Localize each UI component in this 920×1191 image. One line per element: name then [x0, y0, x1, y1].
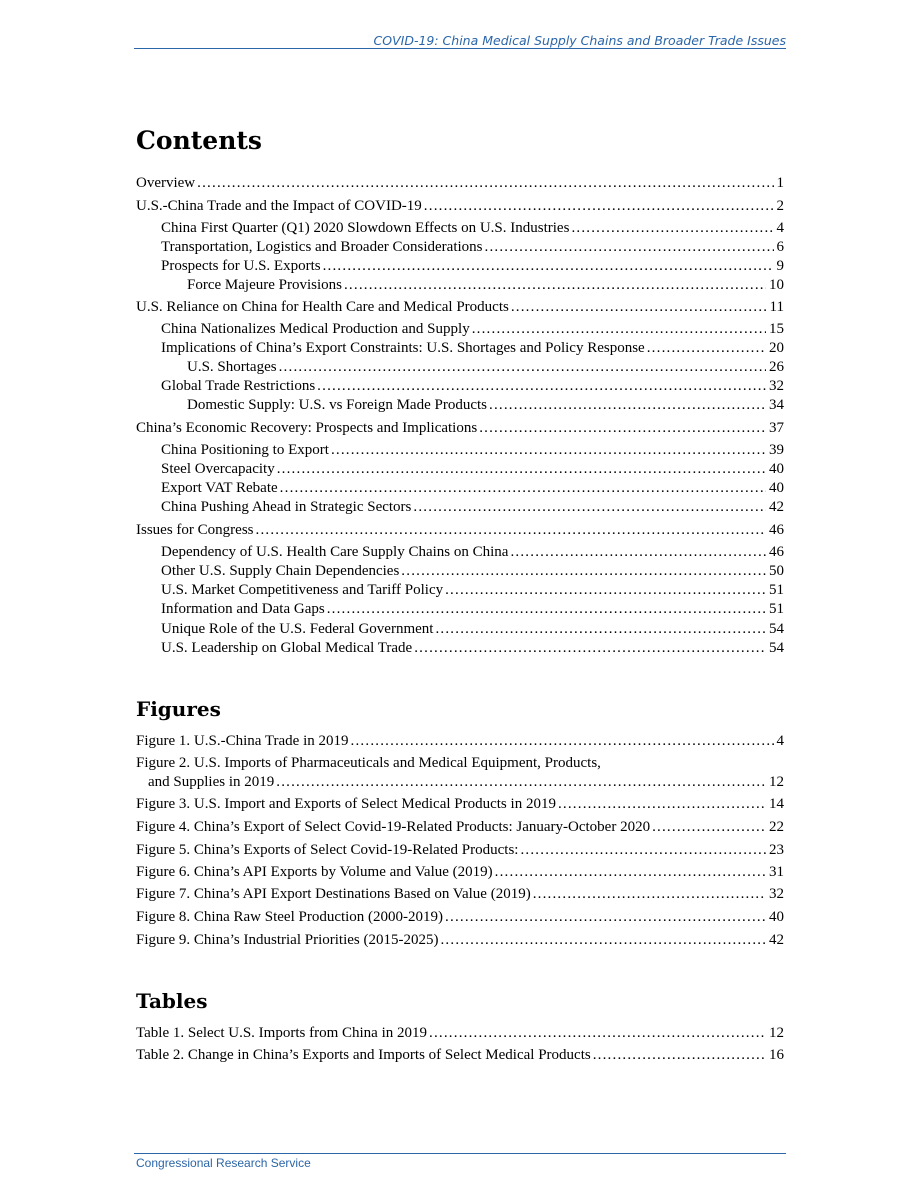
- dot-leader: [279, 358, 766, 377]
- toc-entry-title: Unique Role of the U.S. Federal Government: [161, 621, 434, 637]
- toc-entry-title: Export VAT Rebate: [161, 480, 278, 496]
- toc-entry[interactable]: [161, 639, 784, 658]
- figure-entry-page: 32: [769, 886, 784, 902]
- toc-entry[interactable]: [136, 174, 784, 193]
- toc-entry-page: 54: [769, 640, 784, 656]
- toc-entry-title: U.S.-China Trade and the Impact of COVID-19: [136, 198, 422, 214]
- dot-leader: [435, 620, 766, 639]
- figure-entry[interactable]: [136, 795, 784, 814]
- tables-heading: Tables: [136, 989, 208, 1013]
- toc-entry[interactable]: [187, 358, 784, 377]
- dot-leader: [414, 639, 766, 658]
- dot-leader: [647, 339, 766, 358]
- toc-entry-page: 46: [769, 544, 784, 560]
- toc-entry-page: 34: [769, 397, 784, 413]
- figure-entry-title: Figure 8. China Raw Steel Production (2000-2019): [136, 909, 444, 925]
- toc-entry-title: Other U.S. Supply Chain Dependencies: [161, 563, 400, 579]
- dot-leader: [429, 1024, 766, 1043]
- toc-entry-page: 42: [769, 499, 784, 515]
- toc-entry-page: 10: [769, 277, 784, 293]
- toc-entry-page: 40: [769, 480, 784, 496]
- dot-leader: [520, 841, 766, 860]
- figure-entry[interactable]: [136, 931, 784, 950]
- dot-leader: [510, 543, 766, 562]
- toc-entry[interactable]: [161, 498, 784, 517]
- toc-entry[interactable]: [161, 620, 784, 639]
- dot-leader: [401, 562, 766, 581]
- table-entry-title: Table 1. Select U.S. Imports from China in 2019: [136, 1025, 427, 1041]
- toc-entry[interactable]: [187, 396, 784, 415]
- toc-entry-title: China Nationalizes Medical Production and Supply: [161, 321, 470, 337]
- toc-entry-title: Domestic Supply: U.S. vs Foreign Made Products: [187, 397, 487, 413]
- toc-entry-title: Implications of China’s Export Constraints: U.S. Shortages and Policy Response: [161, 340, 645, 356]
- dot-leader: [197, 174, 773, 193]
- dot-leader: [424, 197, 774, 216]
- toc-entry[interactable]: [136, 419, 784, 438]
- toc-entry-title: U.S. Market Competitiveness and Tariff Policy: [161, 582, 444, 598]
- dot-leader: [593, 1046, 766, 1065]
- toc-entry[interactable]: [136, 197, 784, 216]
- figure-entry-page: 31: [769, 864, 784, 880]
- dot-leader: [495, 863, 766, 882]
- toc-entry[interactable]: [161, 320, 784, 339]
- toc-entry[interactable]: [161, 377, 784, 396]
- toc-entry-page: 1: [776, 175, 784, 191]
- dot-leader: [511, 298, 767, 317]
- toc-entry-title: Force Majeure Provisions: [187, 277, 342, 293]
- toc-entry[interactable]: [161, 600, 784, 619]
- table-entry-title: Table 2. Change in China’s Exports and Imports of Select Medical Products: [136, 1047, 591, 1063]
- toc-entry-title: China’s Economic Recovery: Prospects and Implications: [136, 420, 478, 436]
- contents-heading: Contents: [136, 126, 263, 155]
- figure-entry[interactable]: [136, 841, 784, 860]
- toc-entry[interactable]: [187, 276, 784, 295]
- figure-entry-title: Figure 5. China’s Exports of Select Covid-19-Related Products:: [136, 842, 519, 858]
- dot-leader: [344, 276, 766, 295]
- dot-leader: [479, 419, 766, 438]
- toc-entry-title: China First Quarter (Q1) 2020 Slowdown Effects on U.S. Industries: [161, 220, 570, 236]
- table-entry-page: 12: [769, 1025, 784, 1041]
- figure-entry[interactable]: [136, 885, 784, 904]
- dot-leader: [489, 396, 766, 415]
- toc-entry-page: 51: [769, 601, 784, 617]
- toc-entry-page: 51: [769, 582, 784, 598]
- dot-leader: [327, 600, 766, 619]
- footer-publisher: Congressional Research Service: [136, 1156, 311, 1170]
- toc-entry-page: 9: [776, 258, 784, 274]
- toc-entry-title: Issues for Congress: [136, 522, 254, 538]
- toc-entry-page: 32: [769, 378, 784, 394]
- dot-leader: [280, 479, 766, 498]
- dot-leader: [445, 908, 766, 927]
- figure-entry-title: Figure 6. China’s API Exports by Volume and Value (2019): [136, 864, 493, 880]
- dot-leader: [440, 931, 766, 950]
- toc-entry-page: 26: [769, 359, 784, 375]
- figure-entry-page: 40: [769, 909, 784, 925]
- toc-entry[interactable]: [161, 562, 784, 581]
- toc-entry[interactable]: [161, 479, 784, 498]
- figures-heading: Figures: [136, 697, 221, 721]
- toc-entry-page: 20: [769, 340, 784, 356]
- dot-leader: [331, 441, 766, 460]
- toc-entry-title: U.S. Reliance on China for Health Care and Medical Products: [136, 299, 509, 315]
- dot-leader: [277, 460, 766, 479]
- toc-entry[interactable]: [136, 298, 784, 317]
- toc-entry-title: Overview: [136, 175, 196, 191]
- dot-leader: [256, 521, 767, 540]
- figure-entry-page: 14: [769, 796, 784, 812]
- toc-entry[interactable]: [161, 460, 784, 479]
- toc-entry[interactable]: [161, 219, 784, 238]
- toc-entry-page: 46: [769, 522, 784, 538]
- toc-entry-title: Dependency of U.S. Health Care Supply Chains on China: [161, 544, 509, 560]
- footer-rule: [134, 1153, 786, 1154]
- toc-entry-title: Steel Overcapacity: [161, 461, 275, 477]
- toc-entry-page: 6: [776, 239, 784, 255]
- figure-entry-title[interactable]: Figure 2. U.S. Imports of Pharmaceuticals and Medical Equipment, Products,: [136, 755, 601, 771]
- toc-entry-page: 40: [769, 461, 784, 477]
- toc-entry-page: 54: [769, 621, 784, 637]
- table-entry[interactable]: [136, 1024, 784, 1043]
- figure-entry-title: Figure 3. U.S. Import and Exports of Select Medical Products in 2019: [136, 796, 556, 812]
- figure-entry-page: 12: [769, 774, 784, 790]
- toc-entry-page: 11: [769, 299, 784, 315]
- dot-leader: [445, 581, 766, 600]
- figure-entry-page: 4: [776, 733, 784, 749]
- toc-entry-title: Global Trade Restrictions: [161, 378, 316, 394]
- figure-entry-page: 42: [769, 932, 784, 948]
- figure-entry-title: Figure 9. China’s Industrial Priorities (2015-2025): [136, 932, 439, 948]
- toc-entry-page: 4: [776, 220, 784, 236]
- toc-entry[interactable]: [161, 581, 784, 600]
- toc-entry-title: China Pushing Ahead in Strategic Sectors: [161, 499, 412, 515]
- dot-leader: [317, 377, 766, 396]
- figure-entry[interactable]: [148, 773, 784, 792]
- dot-leader: [571, 219, 773, 238]
- toc-entry-title: Prospects for U.S. Exports: [161, 258, 321, 274]
- toc-entry-title: Transportation, Logistics and Broader Considerations: [161, 239, 483, 255]
- figure-entry[interactable]: [136, 818, 784, 837]
- figure-entry-title: Figure 7. China’s API Export Destinations Based on Value (2019): [136, 886, 531, 902]
- dot-leader: [652, 818, 766, 837]
- figure-entry[interactable]: [136, 732, 784, 751]
- toc-entry[interactable]: [161, 238, 784, 257]
- running-header: COVID-19: China Medical Supply Chains and Broader Trade Issues: [373, 33, 786, 48]
- toc-entry-title: China Positioning to Export: [161, 442, 329, 458]
- figure-entry[interactable]: [136, 863, 784, 882]
- figure-entry[interactable]: [136, 908, 784, 927]
- toc-entry-title: U.S. Leadership on Global Medical Trade: [161, 640, 413, 656]
- toc-entry-title: U.S. Shortages: [187, 359, 277, 375]
- toc-entry-page: 37: [769, 420, 784, 436]
- header-rule: [134, 48, 786, 49]
- toc-entry[interactable]: [161, 257, 784, 276]
- toc-entry[interactable]: [161, 543, 784, 562]
- toc-entry-page: 50: [769, 563, 784, 579]
- toc-entry[interactable]: [161, 339, 784, 358]
- toc-entry-title: Information and Data Gaps: [161, 601, 325, 617]
- dot-leader: [472, 320, 766, 339]
- toc-entry-page: 15: [769, 321, 784, 337]
- dot-leader: [485, 238, 774, 257]
- toc-entry[interactable]: [161, 441, 784, 460]
- figure-entry-page: 22: [769, 819, 784, 835]
- table-entry-page: 16: [769, 1047, 784, 1063]
- dot-leader: [558, 795, 766, 814]
- dot-leader: [533, 885, 766, 904]
- figure-entry-title: Figure 4. China’s Export of Select Covid-19-Related Products: January-October 2020: [136, 819, 651, 835]
- toc-entry-page: 39: [769, 442, 784, 458]
- dot-leader: [413, 498, 766, 517]
- dot-leader: [276, 773, 766, 792]
- toc-entry-page: 2: [776, 198, 784, 214]
- dot-leader: [323, 257, 774, 276]
- figure-entry-continuation: and Supplies in 2019: [148, 774, 275, 790]
- toc-entry[interactable]: [136, 521, 784, 540]
- dot-leader: [351, 732, 774, 751]
- figure-entry-title: Figure 1. U.S.-China Trade in 2019: [136, 733, 349, 749]
- table-entry[interactable]: [136, 1046, 784, 1065]
- figure-entry-page: 23: [769, 842, 784, 858]
